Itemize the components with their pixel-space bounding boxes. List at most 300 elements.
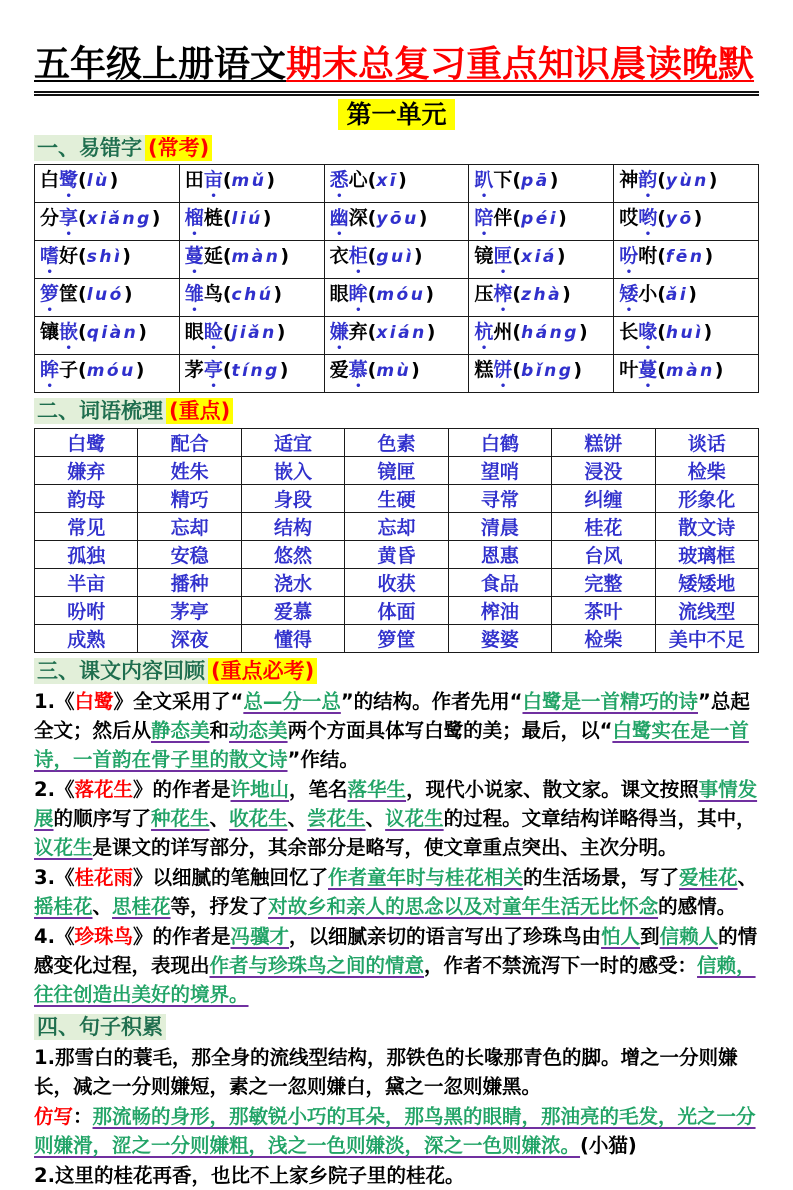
key-character: 吩 xyxy=(619,245,639,268)
word-cell: 安稳 xyxy=(138,540,241,568)
char-text: ( xyxy=(367,321,377,344)
table-row xyxy=(35,355,759,393)
key-character: 饼 xyxy=(493,359,513,382)
word-cell: 播种 xyxy=(138,568,241,596)
char-entry-cell xyxy=(469,355,614,393)
text-segment: 的过程。文章结构详略得当，其中， xyxy=(443,806,756,830)
char-text: ( xyxy=(222,169,232,192)
word-cell: 嫌弃 xyxy=(35,456,138,484)
word-cell: 糕饼 xyxy=(552,428,655,456)
text-segment: ”作结。 xyxy=(287,747,359,771)
word-cell: 检柴 xyxy=(552,624,655,652)
text-segment: 落华生 xyxy=(347,777,407,801)
section3-label: 三、课文内容回顾 xyxy=(34,658,208,684)
word-cell: 谈话 xyxy=(655,428,758,456)
char-text: 糕 xyxy=(474,359,494,382)
table-row xyxy=(35,456,759,484)
char-text: 深 xyxy=(348,207,368,230)
char-text: 叶 xyxy=(619,359,639,382)
char-text: 神 xyxy=(619,169,639,192)
char-entry-cell xyxy=(35,203,180,241)
char-entry-cell xyxy=(324,317,469,355)
char-text: ) xyxy=(413,245,423,268)
text-segment: 珍珠鸟 xyxy=(74,924,133,948)
table-row xyxy=(35,484,759,512)
char-text: ) xyxy=(266,169,276,192)
char-text: ( xyxy=(512,283,522,306)
table-row xyxy=(35,568,759,596)
char-text: ( xyxy=(512,359,522,382)
text-segment: 议花生 xyxy=(385,806,444,830)
error-prone-characters-table xyxy=(34,164,759,393)
char-text: ) xyxy=(122,245,131,268)
word-cell: 成熟 xyxy=(35,624,138,652)
char-entry-cell xyxy=(614,165,759,203)
text-segment: 到 xyxy=(640,924,660,948)
char-text: ( xyxy=(657,321,666,344)
text-segment: 收花生 xyxy=(229,806,288,830)
lesson-summary-bailu xyxy=(34,687,759,774)
char-text: ) xyxy=(578,321,588,344)
char-entry-cell xyxy=(179,241,324,279)
char-text: 田 xyxy=(184,169,204,192)
word-cell: 深夜 xyxy=(138,624,241,652)
char-text: ) xyxy=(704,245,714,268)
char-text: ( xyxy=(78,245,87,268)
text-segment: (小猫) xyxy=(580,1134,637,1157)
word-cell: 生硬 xyxy=(345,484,448,512)
pinyin: xiǎng xyxy=(86,209,152,230)
text-segment: ”的结构。作者先用“ xyxy=(340,689,523,713)
word-cell: 半亩 xyxy=(35,568,138,596)
char-text: 下 xyxy=(493,169,513,192)
key-character: 杭 xyxy=(474,321,494,344)
key-character: 喙 xyxy=(638,321,658,344)
key-character: 柜 xyxy=(348,245,368,268)
char-entry-cell xyxy=(179,203,324,241)
char-entry-cell xyxy=(35,355,180,393)
word-cell: 检柴 xyxy=(655,456,758,484)
text-segment: 尝花生 xyxy=(307,806,366,830)
pinyin: huì xyxy=(665,323,704,344)
text-segment: 桂花雨 xyxy=(74,865,133,889)
word-cell: 色素 xyxy=(345,428,448,456)
text-segment: ： xyxy=(73,1105,93,1128)
char-entry-cell xyxy=(179,355,324,393)
char-text: 衣 xyxy=(329,245,349,268)
pinyin: qiàn xyxy=(86,323,139,344)
char-text: ) xyxy=(708,169,718,192)
section1-label: 一、易错字 xyxy=(34,135,145,161)
word-cell: 体面 xyxy=(345,596,448,624)
char-text: 白 xyxy=(40,169,60,192)
text-segment: 怕人 xyxy=(601,924,641,948)
pinyin: yō xyxy=(665,209,694,230)
char-entry-cell xyxy=(179,317,324,355)
word-cell: 食品 xyxy=(448,568,551,596)
text-segment: ，现代小说家、散文家。课文按照 xyxy=(406,777,699,801)
text-segment: 》以细腻的笔触回忆了 xyxy=(133,865,329,889)
text-segment: 思桂花 xyxy=(112,894,171,918)
text-segment: 的生活场景，写了 xyxy=(523,865,680,889)
text-segment: 静态美 xyxy=(151,718,210,742)
text-segment: 事情发展 xyxy=(34,777,758,830)
char-text: ) xyxy=(135,359,145,382)
section4-label: 四、句子积累 xyxy=(34,1014,166,1040)
pinyin: luó xyxy=(86,285,124,306)
word-list-table xyxy=(34,428,759,653)
char-entry-cell xyxy=(35,165,180,203)
text-segment: 白鹭是一首精巧的诗 xyxy=(522,689,698,713)
word-cell: 台风 xyxy=(552,540,655,568)
char-entry-cell xyxy=(324,241,469,279)
pinyin: lù xyxy=(86,171,110,192)
word-cell: 忘却 xyxy=(345,512,448,540)
pinyin: háng xyxy=(521,323,579,344)
word-cell: 恩惠 xyxy=(448,540,551,568)
char-entry-cell xyxy=(469,317,614,355)
pinyin: shì xyxy=(86,247,123,268)
lesson-summary-zhenzhuniao xyxy=(34,922,759,1009)
pinyin: yōu xyxy=(376,209,419,230)
char-text: ) xyxy=(426,321,436,344)
char-text: 筐 xyxy=(59,283,79,306)
word-cell: 流线型 xyxy=(655,596,758,624)
char-text: 心 xyxy=(348,169,368,192)
word-cell: 矮矮地 xyxy=(655,568,758,596)
word-cell: 身段 xyxy=(241,484,344,512)
section2-tag: (重点) xyxy=(166,398,233,424)
text-segment: 信赖，往往创造出美好的境界。 xyxy=(34,953,756,1006)
unit-heading-row xyxy=(34,99,759,130)
char-text: ( xyxy=(657,169,666,192)
key-character: 榨 xyxy=(493,283,513,306)
text-segment: 落花生 xyxy=(74,777,133,801)
word-cell: 桂花 xyxy=(552,512,655,540)
char-text: ) xyxy=(123,283,133,306)
word-cell: 镜匣 xyxy=(345,456,448,484)
text-segment: 、 xyxy=(287,806,308,830)
key-character: 享 xyxy=(59,207,79,230)
char-text: ) xyxy=(573,359,583,382)
text-segment: ”总起全文；然后从 xyxy=(34,689,750,742)
char-text: ( xyxy=(512,321,522,344)
char-text: ( xyxy=(222,321,232,344)
word-cell: 黄昏 xyxy=(345,540,448,568)
text-segment: 议花生 xyxy=(34,835,93,859)
char-text: ( xyxy=(78,359,87,382)
key-character: 鹭 xyxy=(59,169,79,192)
pinyin: bǐng xyxy=(521,361,574,382)
key-character: 匣 xyxy=(493,245,513,268)
key-character: 慕 xyxy=(348,359,368,382)
table-row xyxy=(35,624,759,652)
word-cell: 懂得 xyxy=(241,624,344,652)
text-segment: 、 xyxy=(209,806,230,830)
table-row xyxy=(35,165,759,203)
text-segment: 爱桂花 xyxy=(679,865,738,889)
char-text: ) xyxy=(714,359,724,382)
char-text: ) xyxy=(151,207,161,230)
text-segment: 作者童年时与桂花相关 xyxy=(328,865,524,889)
char-text: 延 xyxy=(203,245,223,268)
key-character: 陪 xyxy=(474,207,494,230)
text-segment: 》的作者是 xyxy=(133,777,231,801)
key-character: 睑 xyxy=(203,321,223,344)
word-cell: 韵母 xyxy=(35,484,138,512)
pinyin: xī xyxy=(376,171,399,192)
key-character: 哟 xyxy=(638,207,658,230)
word-cell: 浸没 xyxy=(552,456,655,484)
word-cell: 白鹤 xyxy=(448,428,551,456)
char-text: ( xyxy=(657,245,666,268)
text-segment: 2.这里的桂花再香，也比不上家乡院子里的桂花。 xyxy=(34,1164,465,1187)
word-cell: 浇水 xyxy=(241,568,344,596)
char-text: ( xyxy=(367,169,377,192)
char-text: ( xyxy=(78,283,87,306)
char-text: ( xyxy=(78,207,87,230)
word-cell: 白鹭 xyxy=(35,428,138,456)
char-text: ( xyxy=(222,283,232,306)
pinyin: mù xyxy=(376,361,412,382)
char-entry-cell xyxy=(324,165,469,203)
section1-heading xyxy=(34,136,759,161)
pinyin: tíng xyxy=(231,361,280,382)
text-segment: 3.《 xyxy=(34,865,75,889)
char-text: ) xyxy=(273,283,282,306)
word-cell: 茅亭 xyxy=(138,596,241,624)
text-segment: 、 xyxy=(737,865,758,889)
char-text: ) xyxy=(556,245,566,268)
word-cell: 吩咐 xyxy=(35,596,138,624)
section1-tag: (常考) xyxy=(145,135,212,161)
char-text: 小 xyxy=(638,283,658,306)
word-cell: 完整 xyxy=(552,568,655,596)
text-segment: 》的作者是 xyxy=(133,924,231,948)
char-text: ( xyxy=(512,207,522,230)
key-character: 雏 xyxy=(184,283,204,306)
char-text: ) xyxy=(279,359,289,382)
char-text: 州 xyxy=(493,321,513,344)
key-character: 蔓 xyxy=(638,359,658,382)
text-segment: 等，抒发了 xyxy=(170,894,269,918)
text-segment: 2.《 xyxy=(34,777,75,801)
key-character: 嗜 xyxy=(40,245,60,268)
char-text: ( xyxy=(222,245,232,268)
char-text: 咐 xyxy=(638,245,658,268)
char-text: ) xyxy=(562,283,571,306)
key-character: 眸 xyxy=(348,283,368,306)
char-entry-cell xyxy=(614,279,759,317)
text-segment: 、 xyxy=(92,894,113,918)
char-text: ( xyxy=(367,207,377,230)
pinyin: màn xyxy=(231,247,281,268)
char-text: 压 xyxy=(474,283,494,306)
table-row xyxy=(35,596,759,624)
char-entry-cell xyxy=(614,317,759,355)
pinyin: jiǎn xyxy=(231,323,277,344)
char-text: ) xyxy=(549,169,559,192)
lesson-summary-guihuayu xyxy=(34,863,759,921)
table-row xyxy=(35,512,759,540)
word-cell: 忘却 xyxy=(138,512,241,540)
text-segment: 白鹭实在是一首诗，一首韵在骨子里的散文诗 xyxy=(34,718,749,771)
word-cell: 榨油 xyxy=(448,596,551,624)
title-course: 五年级上册语文 xyxy=(34,44,287,85)
char-text: 分 xyxy=(40,207,60,230)
key-character: 幽 xyxy=(329,207,349,230)
char-entry-cell xyxy=(324,279,469,317)
char-text: ( xyxy=(657,359,666,382)
char-text: ( xyxy=(657,207,666,230)
char-text: ( xyxy=(78,321,87,344)
char-entry-cell xyxy=(324,355,469,393)
table-row xyxy=(35,317,759,355)
word-cell: 清晨 xyxy=(448,512,551,540)
char-text: ) xyxy=(280,245,289,268)
pinyin: móu xyxy=(86,361,136,382)
char-entry-cell xyxy=(35,241,180,279)
table-row xyxy=(35,540,759,568)
key-character: 榴 xyxy=(184,207,204,230)
word-cell: 爱慕 xyxy=(241,596,344,624)
char-text: 好 xyxy=(59,245,79,268)
char-text: 梿 xyxy=(203,207,223,230)
word-cell: 悠然 xyxy=(241,540,344,568)
char-entry-cell xyxy=(614,203,759,241)
text-segment: 是课文的详写部分，其余部分是略写，使文章重点突出、主次分明。 xyxy=(92,835,678,859)
char-text: 子 xyxy=(59,359,79,382)
char-text: 镜 xyxy=(474,245,494,268)
char-text: 镶 xyxy=(40,321,60,344)
table-row xyxy=(35,428,759,456)
char-entry-cell xyxy=(179,279,324,317)
word-cell: 常见 xyxy=(35,512,138,540)
text-segment: 许地山 xyxy=(230,777,290,801)
word-cell: 美中不足 xyxy=(655,624,758,652)
char-text: ) xyxy=(109,169,119,192)
sentence-accumulation-1 xyxy=(34,1043,759,1101)
pinyin: fēn xyxy=(665,247,705,268)
pinyin: mǔ xyxy=(231,171,267,192)
char-text: ) xyxy=(418,207,428,230)
unit-heading: 第一单元 xyxy=(338,99,454,130)
word-cell: 望哨 xyxy=(448,456,551,484)
char-text: 眼 xyxy=(329,283,349,306)
char-text: 哎 xyxy=(619,207,639,230)
char-text: ( xyxy=(367,245,377,268)
text-segment: 对故乡和亲人的思念以及对童年生活无比怀念 xyxy=(268,894,659,918)
key-character: 亩 xyxy=(203,169,223,192)
word-cell: 玻璃框 xyxy=(655,540,758,568)
word-cell: 纠缠 xyxy=(552,484,655,512)
word-cell: 箩筐 xyxy=(345,624,448,652)
pinyin: xiá xyxy=(521,247,557,268)
char-entry-cell xyxy=(469,165,614,203)
char-text: ( xyxy=(367,359,377,382)
section3-tag: (重点必考) xyxy=(208,658,317,684)
text-segment: 4.《 xyxy=(34,924,75,948)
key-character: 眸 xyxy=(40,359,60,382)
text-segment: 和 xyxy=(209,718,230,742)
lesson-summary-luohuasheng xyxy=(34,775,759,862)
char-text: ) xyxy=(398,169,407,192)
char-entry-cell xyxy=(469,241,614,279)
table-row xyxy=(35,241,759,279)
word-cell: 配合 xyxy=(138,428,241,456)
text-segment: 种花生 xyxy=(151,806,210,830)
char-entry-cell xyxy=(35,317,180,355)
section2-heading xyxy=(34,399,759,424)
section3-heading xyxy=(34,659,759,684)
char-entry-cell xyxy=(469,279,614,317)
text-segment: 、 xyxy=(365,806,386,830)
document-page xyxy=(34,0,759,1190)
key-character: 蔓 xyxy=(184,245,204,268)
char-text: ( xyxy=(222,359,232,382)
char-text: ( xyxy=(78,169,87,192)
pinyin: pā xyxy=(521,171,550,192)
table-row xyxy=(35,203,759,241)
char-text: ) xyxy=(138,321,147,344)
pinyin: màn xyxy=(665,361,715,382)
word-cell: 结构 xyxy=(241,512,344,540)
text-segment: 冯骥才 xyxy=(230,924,290,948)
pinyin: yùn xyxy=(665,171,709,192)
char-text: ) xyxy=(703,321,713,344)
key-character: 箩 xyxy=(40,283,60,306)
word-cell: 收获 xyxy=(345,568,448,596)
char-text: ) xyxy=(276,321,286,344)
text-segment: 两个方面具体写白鹭的美；最后，以“ xyxy=(287,718,613,742)
char-text: 眼 xyxy=(184,321,204,344)
pinyin: zhà xyxy=(521,285,563,306)
word-cell: 精巧 xyxy=(138,484,241,512)
char-text: 伴 xyxy=(493,207,513,230)
text-segment: ，作者不禁流泻下一时的感受： xyxy=(424,953,698,977)
text-segment: 的情感变化过程，表现出 xyxy=(34,924,758,977)
char-text: ) xyxy=(411,359,420,382)
sentence-accumulation-2 xyxy=(34,1161,759,1190)
char-text: ) xyxy=(558,207,567,230)
char-text: 茅 xyxy=(184,359,204,382)
word-cell: 姓朱 xyxy=(138,456,241,484)
char-text: ( xyxy=(512,169,522,192)
word-cell: 散文诗 xyxy=(655,512,758,540)
word-cell: 孤独 xyxy=(35,540,138,568)
key-character: 亭 xyxy=(203,359,223,382)
pinyin: chú xyxy=(231,285,274,306)
key-character: 嵌 xyxy=(59,321,79,344)
pinyin: liú xyxy=(231,209,263,230)
text-segment: ，笔名 xyxy=(289,777,348,801)
key-character: 矮 xyxy=(619,283,639,306)
text-segment: 那流畅的身形，那敏锐小巧的耳朵，那鸟黑的眼睛，那油亮的毛发，光之一分则嫌滑，涩之一分则嫌粗，浅之一色则嫌淡，深之一色则嫌浓。 xyxy=(34,1105,756,1157)
text-segment: 1.《 xyxy=(34,689,75,713)
word-cell: 婆婆 xyxy=(448,624,551,652)
text-segment: 仿写 xyxy=(34,1105,74,1128)
title-review: 期末总复习重点知识晨读晚默 xyxy=(286,44,755,85)
char-text: ( xyxy=(657,283,666,306)
pinyin: xián xyxy=(376,323,427,344)
char-text: 鸟 xyxy=(203,283,223,306)
text-segment: 白鹭 xyxy=(74,689,114,713)
char-text: ( xyxy=(222,207,232,230)
text-segment: 信赖人 xyxy=(659,924,719,948)
text-segment: 摇桂花 xyxy=(34,894,93,918)
text-segment: 的感情。 xyxy=(658,894,737,918)
section2-label: 二、词语梳理 xyxy=(34,398,166,424)
